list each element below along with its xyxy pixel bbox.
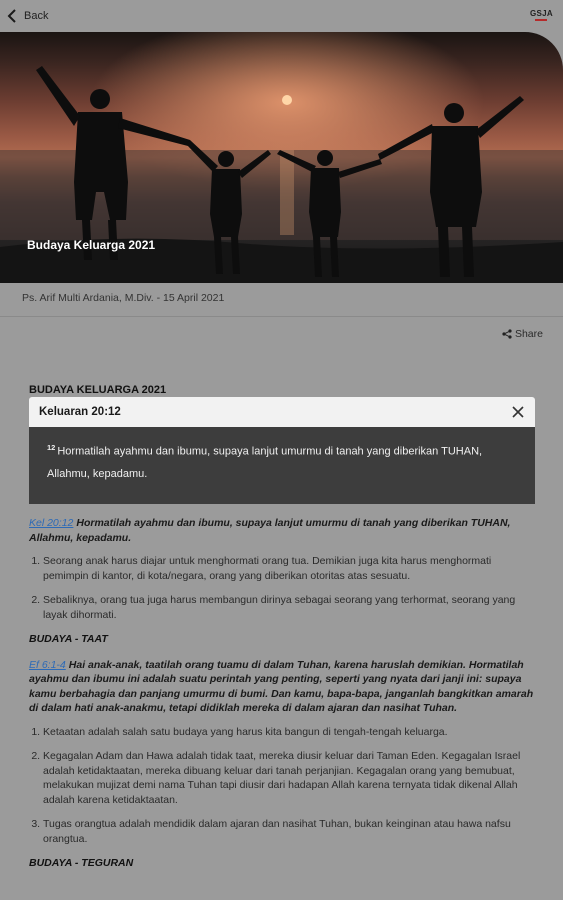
chevron-left-icon <box>6 9 18 23</box>
share-button[interactable] <box>502 328 543 340</box>
list-item: 1. Ketaatan adalah salah satu budaya yang harus kita bangun di tengah-tengah keluarga. <box>43 725 535 740</box>
app-logo: GSJA <box>530 9 553 21</box>
scripture-text: Hai anak-anak, taatilah orang tuamu di dalam Tuhan, karena haruslah demikian. Hormatilah ayahmu dan ibumu ini adalah suatu perintah yang penting, seperti yang nyata dari janji ini: supaya kamu berbahagia dan panjang umurmu di bumi. Dan kamu, bapa-bapa, janganlah bangkitkan amarah di dalam hati anak-anakmu, tetapi didiklah mereka di dalam ajaran dan nasihat Tuhan. <box>29 658 534 714</box>
share-icon <box>502 329 512 339</box>
divider <box>0 316 563 317</box>
scripture-quote <box>29 658 535 716</box>
back-label: Back <box>24 10 49 22</box>
section-heading: BUDAYA KELUARGA 2021 <box>29 384 167 396</box>
share-label: Share <box>514 328 543 340</box>
scripture-text: Hormatilah ayahmu dan ibumu, supaya lanjut umurmu di tanah yang diberikan TUHAN, Allahmu, kepadamu. <box>29 517 511 544</box>
hero-title: Budaya Keluarga 2021 <box>27 238 156 252</box>
meta-separator: - <box>153 292 164 304</box>
verse-text: Hormatilah ayahmu dan ibumu, supaya lanjut umurmu di tanah yang diberikan TUHAN, Allahmu, kepadamu. <box>47 445 483 480</box>
article-meta <box>22 292 224 304</box>
back-button[interactable] <box>6 7 48 25</box>
scripture-ref-link[interactable]: Ef 6:1-4 <box>29 658 66 671</box>
hero-banner <box>0 32 563 283</box>
scripture-ref-link[interactable]: Kel 20:12 <box>29 517 74 529</box>
verse-popup <box>29 397 535 504</box>
scripture-quote <box>29 516 535 545</box>
verse-popup-title: Keluaran 20:12 <box>39 406 121 418</box>
subheading: BUDAYA - TEGURAN <box>29 857 134 869</box>
point-list <box>29 725 535 847</box>
subheading: BUDAYA - TAAT <box>29 633 108 645</box>
article-body <box>29 516 535 882</box>
point-list <box>29 554 535 622</box>
list-item: 2. Sebaliknya, orang tua juga harus membangun dirinya sebagai seorang yang terhormat, seorang yang layak dihormati. <box>43 593 535 622</box>
verse-popup-header <box>29 397 535 427</box>
author-name: Ps. Arif Multi Ardania, M.Div. <box>22 292 154 304</box>
close-icon[interactable] <box>511 405 525 419</box>
verse-number: 12 <box>47 443 56 452</box>
list-item: 2. Kegagalan Adam dan Hawa adalah tidak taat, mereka diusir keluar dari Taman Eden. Kegagalan Israel adalah ketidaktaatan, mereka dibuang keluar dari tanah perjanjian. Kegagalan orang yang bemubuat, melakukan mujizat demi nama Tuhan tapi diusir dari hadapan Allah karena ternyata tidak dikenal Allah adalah karena ketidaktaatan. <box>43 749 535 807</box>
top-bar <box>0 0 563 32</box>
verse-popup-body <box>29 427 535 504</box>
list-item: 3. Tugas orangtua adalah mendidik dalam ajaran dan nasihat Tuhan, bukan keinginan atau hawa nafsu orangtua. <box>43 817 535 846</box>
publish-date: 15 April 2021 <box>163 292 225 304</box>
list-item: 1. Seorang anak harus diajar untuk menghormati orang tua. Demikian juga kita harus menghormati pemimpin di kantor, di kota/negara, orang yang diberikan otoritas atas sesuatu. <box>43 554 535 583</box>
